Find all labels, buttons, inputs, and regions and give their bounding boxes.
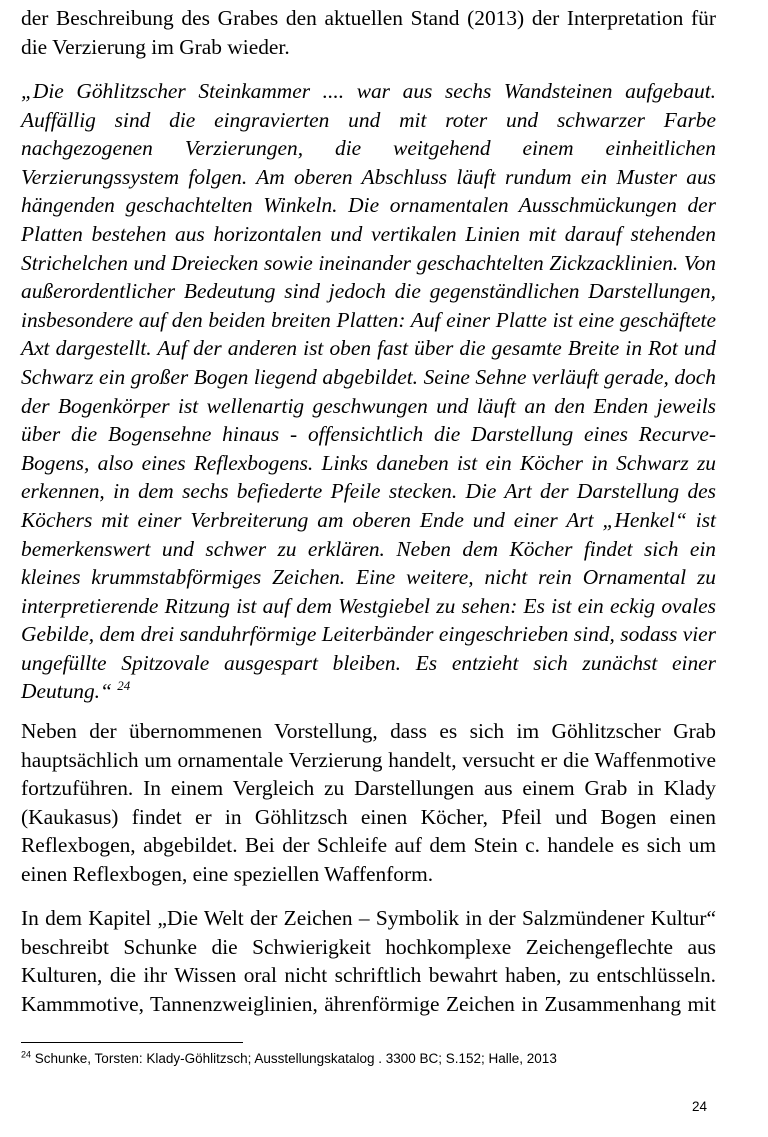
quote-paragraph: [21, 77, 716, 706]
footnote: [21, 1050, 721, 1068]
body-paragraph-2: Neben der übernommenen Vorstellung, dass es sich im Göhlitzscher Grab hauptsächlich um ornamentale Verzierung handelt, versucht er die Waffenmotive fortzuführen. In einem Vergleich zu Darstellungen aus einem Grab in Klady (Kaukasus) findet er in Göhlitzsch einen Köcher, Pfeil und Bogen einen Reflexbogen, abgebildet. Bei der Schleife auf dem Stein c. handele es sich um einen Reflexbogen, eine speziellen Waffenform.: [21, 719, 716, 886]
footnote-text: Schunke, Torsten: Klady-Göhlitzsch; Ausstellungskatalog . 3300 BC; S.152; Halle, 2013: [31, 1051, 557, 1066]
page-number: 24: [692, 1099, 708, 1114]
footnote-separator: [21, 1042, 243, 1043]
intro-line-1: der Beschreibung des Grabes den aktuellen Stand (2013) der Interpretation für: [21, 6, 716, 30]
footnote-number: 24: [21, 1049, 32, 1060]
quote-text: „Die Göhlitzscher Steinkammer .... war aus sechs Wandsteinen aufgebaut. Auffällig sind die eingravierten und mit roter und schwarzer Farbe nachgezogenen Verzierungen, die weitgehend einem einheitlichen Verzierungssystem folgen. Am oberen Abschluss läuft rundum ein Muster aus hängenden geschachtelten Winkeln. Die ornamentalen Ausschmückungen der Platten bestehen aus horizontalen und vertikalen Linien mit darauf stehenden Strichelchen und Dreiecken sowie ineinander geschachtelten Zickzacklinien. Von außerordentlicher Bedeutung sind jedoch die gegenständlichen Darstellungen, insbesondere auf den beiden breiten Platten: Auf einer Platte ist eine geschäftete Axt dargestellt. Auf der anderen ist oben fast über die gesamte Breite in Rot und Schwarz ein großer Bogen liegend abgebildet. Seine Sehne verläuft gerade, doch der Bogenkörper ist wellenartig geschwungen und läuft an den Enden jeweils über die Bogensehne hinaus - offensichtlich die Darstellung eines Recurve-Bogens, also eines Reflexbogens. Links daneben ist ein Köcher in Schwarz zu erkennen, in dem sechs befiederte Pfeile stecken. Die Art der Darstellung des Köchers mit einer Verbreiterung am oberen Ende und einer Art „Henkel“ ist bemerkenswert und schwer zu erklären. Neben dem Köcher findet sich ein kleines krummstabförmiges Zeichen. Eine weitere, nicht rein Ornamental zu interpretierende Ritzung ist auf dem Westgiebel zu sehen: Es ist ein eckig ovales Gebilde, dem drei sanduhrförmige Leiterbänder eingeschrieben sind, sodass vier ungefüllte Spitzovale ausgespart bleiben. Es entzieht sich zunächst einer Deutung.“: [21, 79, 716, 704]
intro-line-2: die Verzierung im Grab wieder.: [21, 35, 290, 59]
body-paragraph-3: In dem Kapitel „Die Welt der Zeichen – Symbolik in der Salzmündener Kultur“ beschreibt Schunke die Schwierigkeit hochkomplexe Zeichengeflechte aus Kulturen, die ihr Wissen oral nicht schriftlich bewahrt haben, zu entschlüsseln. Kammmotive, Tannenzweiglinien, ährenförmige Zeichen in Zusammenhang mit: [21, 906, 716, 1016]
footnote-reference: 24: [117, 678, 131, 694]
